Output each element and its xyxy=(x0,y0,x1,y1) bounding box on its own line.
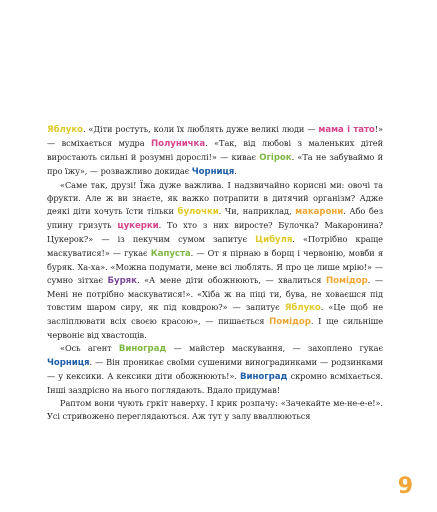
highlighted-word: Огірок xyxy=(259,153,292,163)
text-run: . Чи, наприклад, xyxy=(218,206,296,216)
highlighted-word: макарони xyxy=(295,207,344,217)
highlighted-word: Чорниця xyxy=(191,167,235,177)
paragraph xyxy=(47,342,383,397)
text-run: . — Мені не потрібно маскуватися!». «Хіба ж на піці ти, бува, не ховаєшся під товстим шаром сиру, як під ковдрою?» — запитує xyxy=(47,275,383,312)
highlighted-word: Яблуко xyxy=(284,303,321,313)
paragraph xyxy=(47,397,383,423)
text-run: «Ось агент xyxy=(60,343,119,353)
text-run: — майстер маскування, — захоплено гукає xyxy=(166,343,383,353)
story-text xyxy=(47,123,383,423)
text-run: . «А мене діти обожнюють, — хвалиться xyxy=(136,275,326,285)
text-run: . «Та не забуваймо й про їжу», — розважливо докидає xyxy=(47,152,383,176)
highlighted-word: Помідор xyxy=(325,276,368,286)
highlighted-word: цукерки xyxy=(117,221,159,231)
text-run: «Саме так, друзі! Їжа дуже важлива. І надзвичайно корисні ми: овочі та фрукти. Але ж ви знаєте, як важко потрапити в дитячий організм? Адже деякі діти хочуть їсти тільки xyxy=(47,180,383,216)
highlighted-word: Цибуля xyxy=(255,235,293,245)
text-run: !» — всміхається мудра xyxy=(47,124,383,148)
text-run: . xyxy=(234,166,237,176)
highlighted-word: Яблуко xyxy=(47,125,83,135)
text-run: . «Діти ростуть, коли їх люблять дуже великі люди — xyxy=(82,124,319,134)
highlighted-word: Полуничка xyxy=(151,139,206,149)
highlighted-word: булочки xyxy=(177,207,219,217)
highlighted-word: Виноград xyxy=(240,372,288,382)
text-run: . Або без упину гризуть xyxy=(47,206,383,230)
text-run: . «Це щоб не засліплювати всіх своєю красою», — пишається xyxy=(47,302,384,326)
text-run: скромно всміхається. Інші заздрісно на нього поглядають. Вдало придумав! xyxy=(47,371,383,395)
text-run: . То хто з них виросте? Булочка? Макаронина? Цукерок?» — із пекучим сумом запитує xyxy=(47,220,383,244)
highlighted-word: Помідор xyxy=(269,317,311,327)
highlighted-word: Чорниця xyxy=(47,358,90,368)
paragraph xyxy=(47,123,383,179)
text-run: . — От я пірнаю в борщ і червонію, мовби я буряк. Ха-ха». «Можна подумати, мене всі люблять. Я про це лише мрію!» — сумно зітхає xyxy=(47,248,383,285)
highlighted-word: Виноград xyxy=(118,344,167,354)
text-run: . «Так, від любові з маленьких дітей виростають сильні й розумні дорослі!» — киває xyxy=(47,138,383,162)
highlighted-word: Капуста xyxy=(150,249,191,259)
highlighted-word: Буряк xyxy=(107,276,137,286)
page-number: 9 xyxy=(397,474,413,499)
text-run: . І ще сильніше червоніє від хвастощів. xyxy=(47,316,384,340)
text-run: . «Потрібно краще маскуватися!» — гукає xyxy=(47,234,383,258)
text-run: Раптом вони чують гркіт наверху. І крик розпачу: «Зачекайте ме-не-е-е!». Усі стривожено переглядаються. Аж тут у залу вваллюються xyxy=(47,398,383,421)
paragraph xyxy=(47,179,383,342)
text-run: . — Він проникає своїми сушеними виноградинками — родзинками — у кексики. А кексики діти обожнюють!». xyxy=(47,357,383,381)
highlighted-word: мама і тато xyxy=(318,125,375,135)
